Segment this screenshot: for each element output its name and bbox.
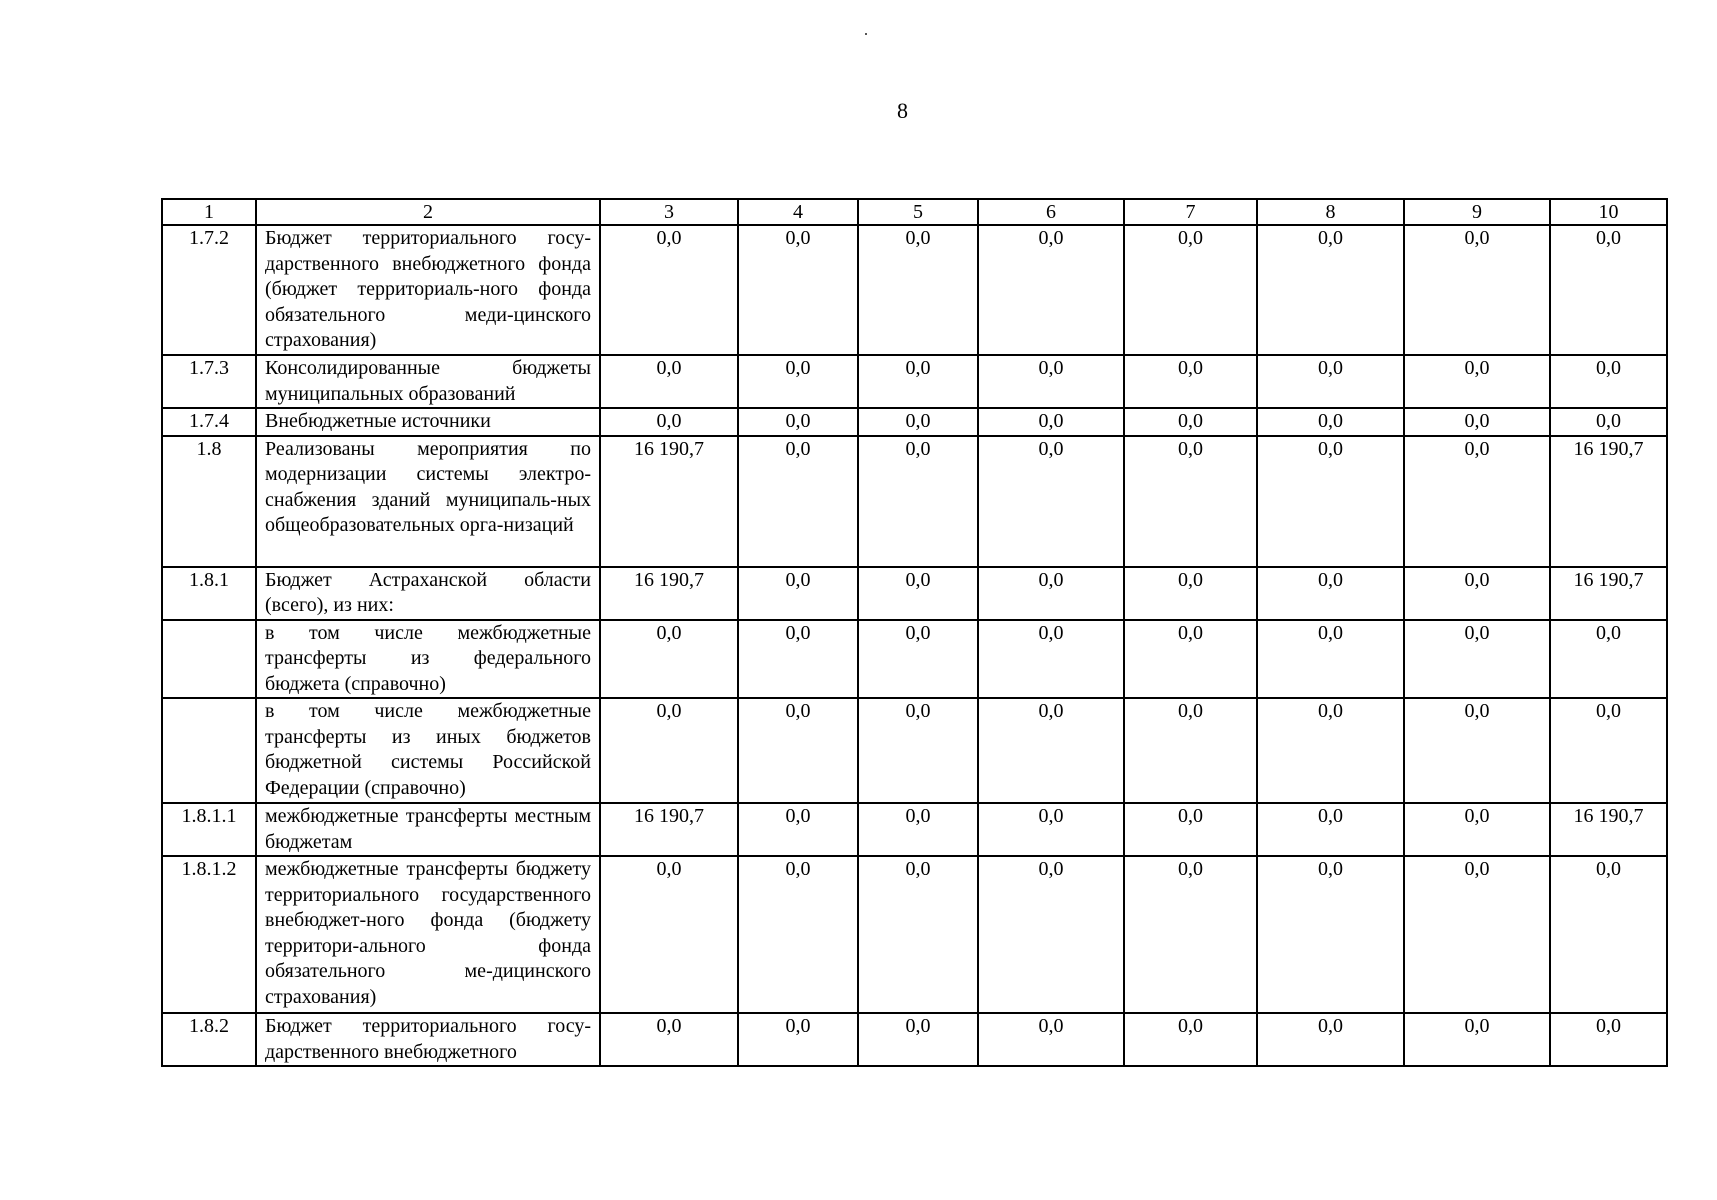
column-header: 7 [1124,199,1257,225]
column-header: 9 [1404,199,1550,225]
row-description: в том числе межбюджетные трансферты из иных бюджетов бюджетной системы Российской Федерации (справочно) [256,698,600,803]
row-code: 1.7.2 [162,225,256,355]
value-cell: 0,0 [1257,856,1404,1013]
value-cell: 0,0 [738,856,858,1013]
value-cell: 0,0 [738,803,858,856]
value-cell: 0,0 [1124,1013,1257,1066]
value-cell: 0,0 [600,225,738,355]
value-cell: 0,0 [1124,225,1257,355]
table-row [162,225,1667,355]
value-cell: 0,0 [978,1013,1124,1066]
row-description: Бюджет территориального госу-дарственного внебюджетного [256,1013,600,1066]
value-cell: 0,0 [978,803,1124,856]
value-cell: 0,0 [1550,408,1667,436]
table-row [162,620,1667,699]
row-code: 1.8 [162,436,256,567]
value-cell: 0,0 [1124,408,1257,436]
value-cell: 0,0 [1257,408,1404,436]
value-cell: 0,0 [978,698,1124,803]
value-cell: 0,0 [1404,856,1550,1013]
column-header: 1 [162,199,256,225]
value-cell: 0,0 [738,408,858,436]
value-cell: 0,0 [1257,567,1404,620]
value-cell: 0,0 [858,856,978,1013]
value-cell: 0,0 [738,620,858,699]
value-cell: 0,0 [858,698,978,803]
value-cell: 16 190,7 [1550,436,1667,567]
value-cell: 0,0 [1404,225,1550,355]
value-cell: 0,0 [600,620,738,699]
column-header: 2 [256,199,600,225]
value-cell: 0,0 [1404,567,1550,620]
value-cell: 0,0 [978,856,1124,1013]
value-cell: 0,0 [1124,567,1257,620]
page-number: 8 [897,98,908,123]
value-cell: 0,0 [1404,355,1550,408]
value-cell: 0,0 [600,355,738,408]
value-cell: 0,0 [738,567,858,620]
column-header: 4 [738,199,858,225]
value-cell: 0,0 [1404,408,1550,436]
table-row [162,355,1667,408]
row-description: Бюджет территориального госу-дарственного внебюджетного фонда (бюджет территориаль-ного фонда обязательного меди-цинского страхования) [256,225,600,355]
value-cell: 0,0 [1404,803,1550,856]
row-code [162,698,256,803]
value-cell: 16 190,7 [600,567,738,620]
row-code [162,620,256,699]
value-cell: 0,0 [600,856,738,1013]
value-cell: 0,0 [1124,698,1257,803]
row-code: 1.8.1.2 [162,856,256,1013]
value-cell: 0,0 [600,408,738,436]
column-header: 3 [600,199,738,225]
value-cell: 0,0 [600,1013,738,1066]
row-description: Консолидированные бюджеты муниципальных образований [256,355,600,408]
value-cell: 0,0 [1257,803,1404,856]
row-code: 1.7.3 [162,355,256,408]
value-cell: 0,0 [858,355,978,408]
column-header: 10 [1550,199,1667,225]
value-cell: 0,0 [1404,698,1550,803]
value-cell: 0,0 [1257,225,1404,355]
value-cell: 0,0 [1257,355,1404,408]
value-cell: 0,0 [1257,1013,1404,1066]
row-description: межбюджетные трансферты бюджету территориального государственного внебюджет-ного фонда (бюджету территори-ального фонда обязательного ме-дицинского страхования) [256,856,600,1013]
value-cell: 0,0 [1257,698,1404,803]
value-cell: 0,0 [738,225,858,355]
value-cell: 0,0 [738,698,858,803]
value-cell: 0,0 [1124,355,1257,408]
value-cell: 0,0 [978,355,1124,408]
value-cell: 0,0 [858,436,978,567]
value-cell: 16 190,7 [600,803,738,856]
budget-table [161,198,1668,1067]
column-header: 5 [858,199,978,225]
value-cell: 0,0 [738,436,858,567]
value-cell: 0,0 [1404,620,1550,699]
table-row [162,567,1667,620]
row-code: 1.8.2 [162,1013,256,1066]
value-cell: 0,0 [1124,436,1257,567]
value-cell: 0,0 [978,408,1124,436]
value-cell: 0,0 [1550,355,1667,408]
value-cell: 0,0 [1550,225,1667,355]
table-row [162,698,1667,803]
value-cell: 16 190,7 [1550,567,1667,620]
row-code: 1.8.1 [162,567,256,620]
table-row [162,436,1667,567]
header-row [162,199,1667,225]
table-row [162,856,1667,1013]
value-cell: 16 190,7 [1550,803,1667,856]
value-cell: 0,0 [1550,698,1667,803]
value-cell: 0,0 [738,1013,858,1066]
value-cell: 16 190,7 [600,436,738,567]
value-cell: 0,0 [1257,620,1404,699]
table-row [162,803,1667,856]
table-row [162,1013,1667,1066]
value-cell: 0,0 [978,620,1124,699]
value-cell: 0,0 [858,620,978,699]
value-cell: 0,0 [1550,856,1667,1013]
column-header: 8 [1257,199,1404,225]
value-cell: 0,0 [1257,436,1404,567]
value-cell: 0,0 [1124,803,1257,856]
value-cell: 0,0 [858,408,978,436]
value-cell: 0,0 [1550,620,1667,699]
value-cell: 0,0 [978,436,1124,567]
value-cell: 0,0 [600,698,738,803]
column-header: 6 [978,199,1124,225]
row-code: 1.8.1.1 [162,803,256,856]
row-code: 1.7.4 [162,408,256,436]
table-row [162,408,1667,436]
row-description: Бюджет Астраханской области (всего), из них: [256,567,600,620]
value-cell: 0,0 [978,225,1124,355]
value-cell: 0,0 [858,225,978,355]
value-cell: 0,0 [738,355,858,408]
value-cell: 0,0 [858,1013,978,1066]
row-description: межбюджетные трансферты местным бюджетам [256,803,600,856]
value-cell: 0,0 [978,567,1124,620]
value-cell: 0,0 [1550,1013,1667,1066]
value-cell: 0,0 [1124,620,1257,699]
row-description: Внебюджетные источники [256,408,600,436]
value-cell: 0,0 [1124,856,1257,1013]
value-cell: 0,0 [1404,1013,1550,1066]
value-cell: 0,0 [1404,436,1550,567]
value-cell: 0,0 [858,567,978,620]
scan-speck [865,33,867,35]
row-description: Реализованы мероприятия по модернизации системы электро-снабжения зданий муниципаль-ных общеобразовательных орга-низаций [256,436,600,567]
value-cell: 0,0 [858,803,978,856]
row-description: в том числе межбюджетные трансферты из федерального бюджета (справочно) [256,620,600,699]
